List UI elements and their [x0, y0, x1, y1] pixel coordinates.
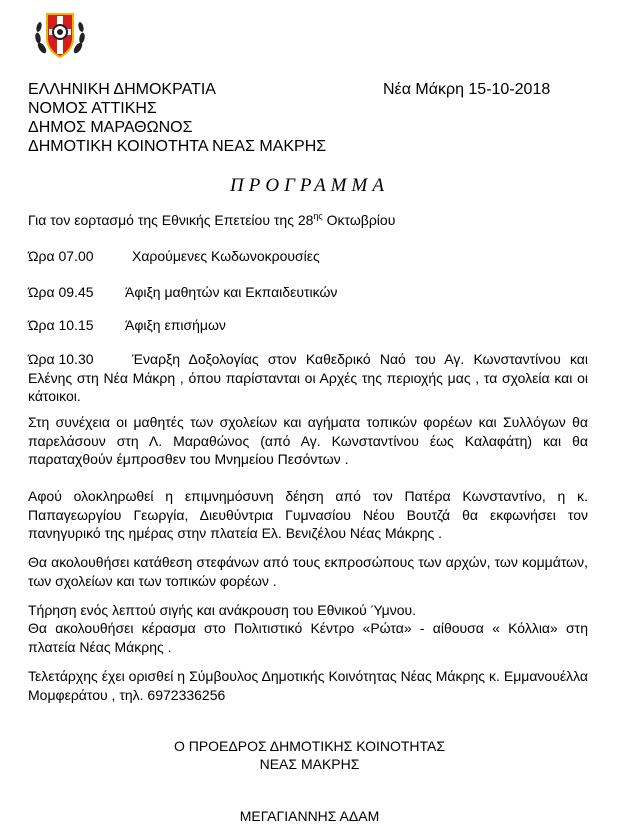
header-community: ΔΗΜΟΤΙΚΗ ΚΟΙΝΟΤΗΤΑ ΝΕΑΣ ΜΑΚΡΗΣ [28, 138, 327, 155]
signature-role: Ο ΠΡΟΕΔΡΟΣ ΔΗΜΟΤΙΚΗΣ ΚΟΙΝΟΤΗΤΑΣ [173, 738, 446, 754]
schedule-desc: Άφιξη επισήμων [125, 317, 226, 333]
document-title: ΠΡΟΓΡΑΜΜΑ [230, 175, 389, 196]
header-country: ΕΛΛΗΝΙΚΗ ΔΗΜΟΚΡΑΤΙΑ [28, 81, 216, 98]
ceremony-paragraph: Τελετάρχης έχει ορισθεί η Σύμβουλος Δημοτικής Κοινότητας Νέας Μάκρης κ. Εμμανουέλλα Μομφεράτου , τηλ. 6972336256 [28, 668, 588, 703]
speech-paragraph: Αφού ολοκληρωθεί η επιμνημόσυνη δέηση από τον Πατέρα Κωνσταντίνο, η κ. Παπαγεωργίου Γεωργία, Διευθύντρια Γυμνασίου Νέου Βουτζά θα εκφωνήσει τον πανηγυρικό της ημέρας στην πλατεία Ελ. Βενιζέλου Νέας Μάκρης . [28, 488, 588, 541]
schedule-item [28, 283, 588, 302]
parade-paragraph: Στη συνέχεια οι μαθητές των σχολείων και αγήματα τοπικών φορέων και Συλλόγων θα παρελάσουν στη Λ. Μαραθώνος (από Αγ. Κωνσταντίνου έως Καλαφάτη) και θα παραταχθούν έμπροσθεν του Μνημείου Πεσόντων . [28, 414, 588, 467]
schedule-desc: Άφιξη μαθητών και Εκπαιδευτικών [125, 284, 338, 300]
schedule-time: Ώρα 09.45 [28, 284, 94, 300]
schedule-time: Ώρα 10.15 [28, 317, 94, 333]
signature-name: ΜΕΓΑΓΙΑΝΝΗΣ ΑΔΑΜ [239, 808, 380, 824]
reception-paragraph: Θα ακολουθήσει κέρασμα στο Πολιτιστικό Κέντρο «Ρώτα» - αίθουσα « Κόλλια» στη πλατεία Νέας Μάκρης . [28, 620, 588, 655]
schedule-desc: Έναρξη Δοξολογίας στον Καθεδρικό Ναό του Αγ. Κωνσταντίνου και Ελένης στη Νέα Μάκρη , όπου παρίστανται οι Αρχές της περιοχής μας , τα σχολεία και οι κάτοικοι. [28, 351, 588, 404]
schedule-item [28, 350, 588, 406]
silence-line: Τήρηση ενός λεπτού σιγής και ανάκρουση του Εθνικού Ύμνου. [28, 602, 417, 618]
document-date: Νέα Μάκρη 15-10-2018 [383, 81, 551, 98]
header-municipality: ΔΗΜΟΣ ΜΑΡΑΘΩΝΟΣ [28, 119, 193, 136]
schedule-item [28, 316, 588, 335]
wreaths-paragraph: Θα ακολουθήσει κατάθεση στεφάνων από τους εκπροσώπους των αρχών, των κομμάτων, των σχολείων και των τοπικών φορέων . [28, 554, 588, 589]
schedule-time: Ώρα 07.00 [28, 248, 94, 264]
schedule-item [28, 247, 588, 266]
greek-coat-of-arms-icon [33, 8, 87, 62]
schedule-desc: Χαρούμενες Κωδωνοκρουσίες [132, 248, 320, 264]
schedule-time: Ώρα 10.30 [28, 351, 94, 367]
header-prefecture: ΝΟΜΟΣ ΑΤΤΙΚΗΣ [28, 100, 157, 117]
intro-line: Για τον εορτασμό της Εθνικής Επετείου της $28^{\eta\varsigma}$ Οκτωβρίου [28, 211, 396, 228]
signature-role-place: ΝΕΑΣ ΜΑΚΡΗΣ [259, 756, 360, 772]
